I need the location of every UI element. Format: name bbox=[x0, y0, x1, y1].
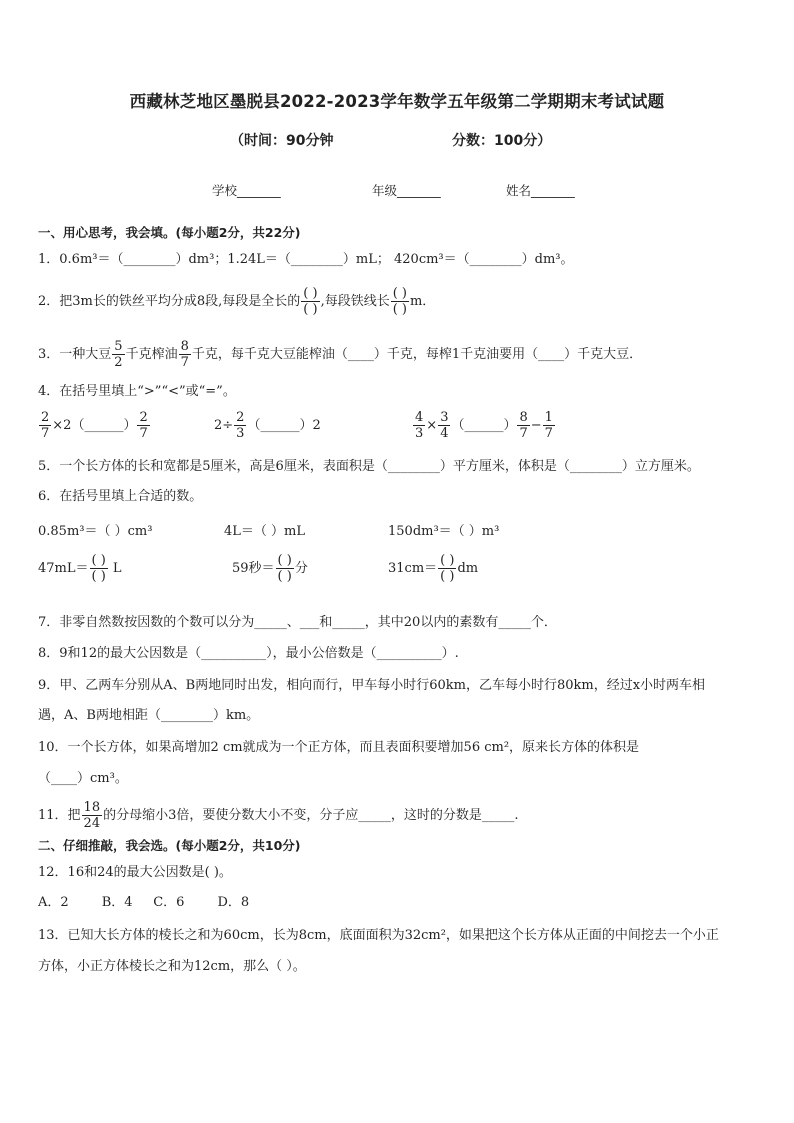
exam-time-score bbox=[0, 130, 794, 152]
q3-text-mid: 千克榨油 bbox=[125, 347, 178, 362]
question-11: 11．把 $\frac{18}{24}$ 的分母缩小3倍，要使分数大小不变，分子应_____，这时的分数是_____. bbox=[38, 800, 519, 831]
question-9-line-1: 9．甲、乙两车分别从A、B两地同时出发，相向而行，甲车每小时行60km，乙车每小时行80km，经过x小时两车相 bbox=[38, 678, 706, 693]
q4-item-c: $\frac{4}{3}$ × $\frac{3}{4}$ （______） $\frac{8}{7}$ − $\frac{1}{7}$ bbox=[415, 410, 553, 441]
name-field: 姓名_______ bbox=[506, 183, 575, 198]
question-2 bbox=[38, 286, 435, 317]
q6-item-b1: 47mL＝ $\frac{( )}{( )}$ L bbox=[38, 553, 122, 584]
q6-item-a2: 4L＝（ ）mL bbox=[224, 524, 305, 539]
question-1: 1．0.6m³＝（________）dm³；1.24L＝（________）mL； 420cm³＝（________）dm³。 bbox=[38, 252, 574, 267]
q4-item-b: 2÷ $\frac{2}{3}$ （______）2 bbox=[214, 410, 321, 441]
section-heading-2: 二、仔细推敲，我会选。(每小题2分，共10分) bbox=[38, 838, 301, 853]
q6-item-a1: 0.85m³＝（ ）cm³ bbox=[38, 524, 153, 539]
q4-item-a: $\frac{2}{7}$ ×2（______） $\frac{2}{7}$ bbox=[41, 410, 148, 441]
question-13-line-1: 13．已知大长方体的棱长之和为60cm，长为8cm，底面面积为32cm²，如果把这个长方体从正面的中间挖去一个小正 bbox=[38, 928, 719, 943]
q2-blank-fraction-1: $\frac{( )}{( )}$ bbox=[303, 286, 318, 317]
q2-text-mid: ,每段铁线长 bbox=[320, 294, 390, 309]
section-heading-1: 一、用心思考，我会填。(每小题2分，共22分) bbox=[38, 225, 301, 240]
q11-fraction: $\frac{18}{24}$ bbox=[83, 800, 101, 831]
q3-text-pre: 3．一种大豆 bbox=[38, 347, 112, 362]
question-7: 7．非零自然数按因数的个数可以分为_____、___和_____，其中20以内的素数有_____个． bbox=[38, 615, 557, 630]
q6-item-a3: 150dm³＝（ ）m³ bbox=[388, 524, 500, 539]
student-info-fields bbox=[0, 181, 794, 201]
question-10-line-1: 10．一个长方体，如果高增加2 cm就成为一个正方体，而且表面积要增加56 cm²，原来长方体的体积是 bbox=[38, 740, 640, 755]
q3-fraction-2: $\frac{8}{7}$ bbox=[180, 339, 189, 370]
question-6-row-1 bbox=[38, 520, 758, 540]
q2-text-post: m． bbox=[409, 294, 436, 309]
question-6-row-2 bbox=[38, 553, 758, 597]
question-10-line-2: （____）cm³。 bbox=[38, 771, 128, 786]
q2-blank-fraction-2: $\frac{( )}{( )}$ bbox=[392, 286, 407, 317]
school-field: 学校_______ bbox=[212, 183, 281, 198]
grade-field: 年级_______ bbox=[372, 183, 441, 198]
question-8: 8．9和12的最大公因数是（__________），最小公倍数是（__________）. bbox=[38, 646, 459, 661]
q3-text-post: 千克，每千克大豆能榨油（____）千克，每榨1千克油要用（____）千克大豆． bbox=[191, 347, 643, 362]
question-12-options: A．2 B．4 C．6 D．8 bbox=[38, 895, 250, 910]
question-13-line-2: 方体，小正方体棱长之和为12cm，那么（ ）。 bbox=[38, 959, 306, 974]
q2-text-pre: 2．把3m长的铁丝平均分成8段,每段是全长的 bbox=[38, 294, 301, 309]
exam-title: 西藏林芝地区墨脱县2022-2023学年数学五年级第二学期期末考试试题 bbox=[129, 92, 665, 111]
question-12: 12．16和24的最大公因数是( )。 bbox=[38, 865, 232, 880]
exam-time: （时间：90分钟 bbox=[230, 133, 334, 149]
q6-item-b3: 31cm＝ $\frac{( )}{( )}$ dm bbox=[388, 553, 479, 584]
question-6: 6．在括号里填上合适的数。 bbox=[38, 489, 203, 504]
q3-fraction-1: $\frac{5}{2}$ bbox=[114, 339, 123, 370]
question-9-line-2: 遇，A、B两地相距（________）km。 bbox=[38, 708, 260, 723]
question-5: 5．一个长方体的长和宽都是5厘米，高是6厘米，表面积是（________）平方厘米，体积是（________）立方厘米。 bbox=[38, 459, 700, 474]
question-4: 4．在括号里填上“>”“<”或“=”。 bbox=[38, 384, 236, 399]
question-3 bbox=[38, 339, 642, 370]
q6-item-b2: 59秒＝ $\frac{( )}{( )}$ 分 bbox=[232, 553, 308, 584]
question-4-items bbox=[38, 410, 758, 450]
exam-score: 分数：100分） bbox=[452, 133, 552, 149]
